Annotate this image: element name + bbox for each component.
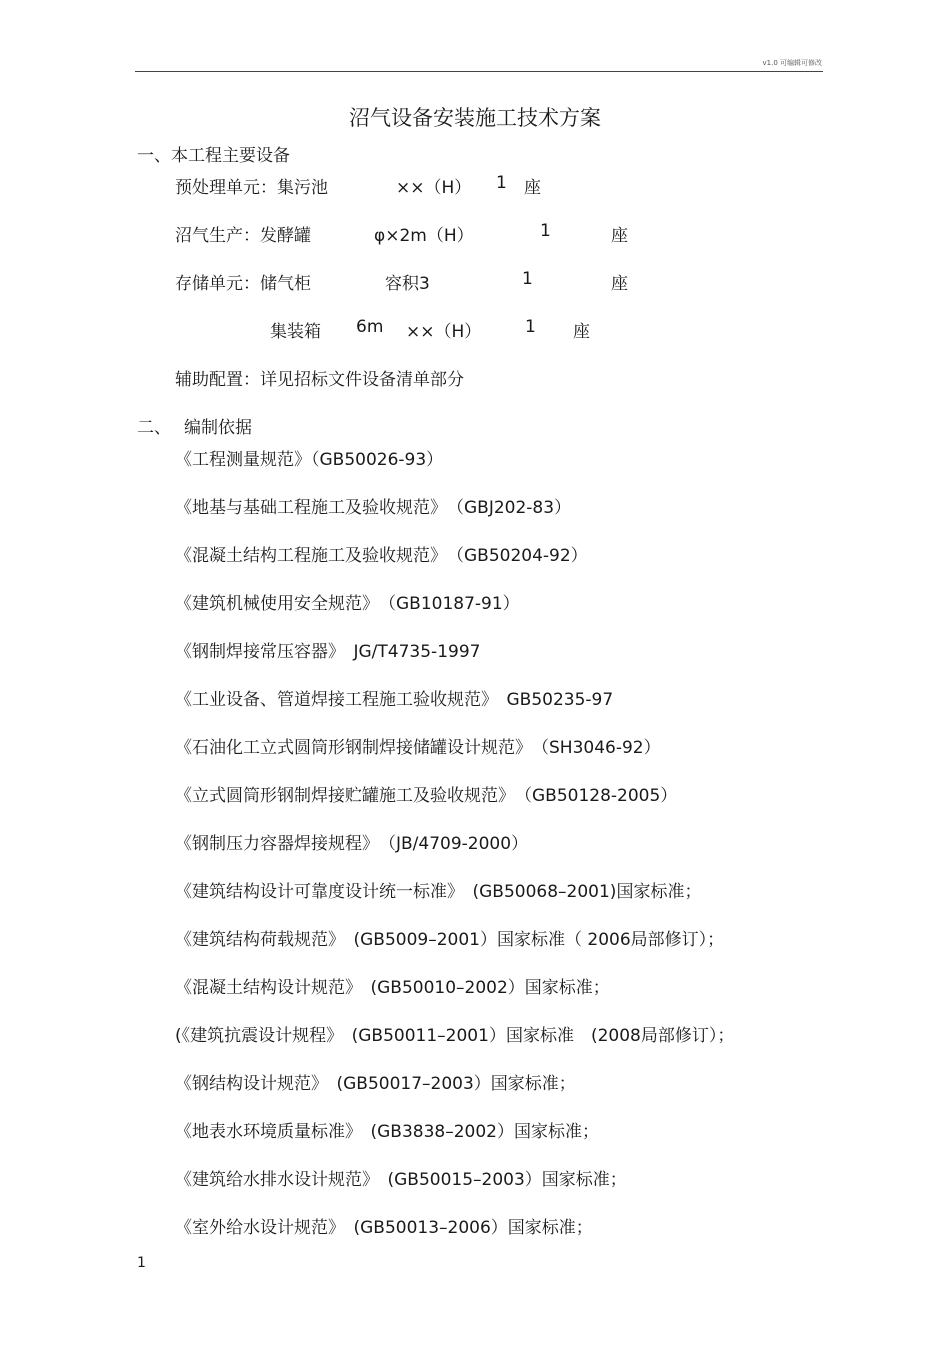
equip-row-1-unit: 座 — [524, 178, 541, 198]
reference-item: 《工业设备、管道焊接工程施工验收规范》 GB50235-97 — [175, 690, 614, 710]
reference-item: 《立式圆筒形钢制焊接贮罐施工及验收规范》 （GB50128-2005） — [175, 786, 678, 806]
section-2-number: 二、 — [137, 418, 171, 438]
page-number: 1 — [137, 1255, 146, 1271]
equip-row-2-name: 沼气生产：发酵罐 — [175, 226, 311, 246]
section-1-heading: 一、本工程主要设备 — [137, 146, 290, 166]
aux-config-line: 辅助配置：详见招标文件设备清单部分 — [175, 370, 464, 390]
equip-row-4-name: 集装箱 — [270, 322, 321, 342]
equip-row-4-qty: 1 — [525, 317, 536, 337]
reference-item: 《钢制压力容器焊接规程》 （JB/4709-2000） — [175, 834, 529, 854]
reference-item: 《石油化工立式圆筒形钢制焊接储罐设计规范》 （SH3046-92） — [175, 738, 661, 758]
equip-row-4-spec: ××（H） — [406, 322, 482, 342]
equip-row-2-spec: φ×2m（H） — [374, 226, 474, 246]
equip-row-1-name: 预处理单元：集污池 — [175, 178, 328, 198]
reference-item: 《室外给水设计规范》 (GB50013–2006）国家标准； — [175, 1218, 593, 1238]
equip-row-3-name: 存储单元：储气柜 — [175, 274, 311, 294]
header-rule — [135, 71, 823, 72]
document-title: 沼气设备安装施工技术方案 — [349, 106, 601, 130]
equip-row-3-spec: 容积3 — [385, 274, 430, 294]
reference-item: 《建筑结构设计可靠度设计统一标准》 (GB50068–2001)国家标准； — [175, 882, 702, 902]
header-version-tag: v1.0 可编辑可修改 — [762, 59, 822, 67]
section-2-heading: 编制依据 — [184, 418, 252, 438]
reference-item: 《钢结构设计规范》 (GB50017–2003）国家标准； — [175, 1074, 576, 1094]
reference-item: 《建筑给水排水设计规范》 (GB50015–2003）国家标准； — [175, 1170, 627, 1190]
reference-item: (《建筑抗震设计规程》 (GB50011–2001）国家标准 (2008局部修订）； — [175, 1026, 735, 1046]
reference-item: 《工程测量规范》（GB50026-93） — [175, 450, 444, 470]
equip-row-2-unit: 座 — [611, 226, 628, 246]
equip-row-4-unit: 座 — [573, 322, 590, 342]
reference-item: 《地表水环境质量标准》 (GB3838–2002）国家标准； — [175, 1122, 599, 1142]
equip-row-3-qty: 1 — [522, 269, 533, 289]
reference-item: 《混凝土结构工程施工及验收规范》 （GB50204-92） — [175, 546, 588, 566]
reference-item: 《地基与基础工程施工及验收规范》 （GBJ202-83） — [175, 498, 572, 518]
equip-row-1-spec: ××（H） — [396, 178, 472, 198]
reference-item: 《混凝土结构设计规范》 (GB50010–2002）国家标准； — [175, 978, 610, 998]
reference-item: 《钢制焊接常压容器》 JG/T4735-1997 — [175, 642, 481, 662]
reference-item: 《建筑结构荷载规范》 (GB5009–2001）国家标准（ 2006局部修订）； — [175, 930, 725, 950]
equip-row-4-size: 6m — [356, 317, 384, 337]
equip-row-3-unit: 座 — [611, 274, 628, 294]
reference-item: 《建筑机械使用安全规范》 （GB10187-91） — [175, 594, 520, 614]
equip-row-1-qty: 1 — [496, 173, 507, 193]
equip-row-2-qty: 1 — [540, 221, 551, 241]
